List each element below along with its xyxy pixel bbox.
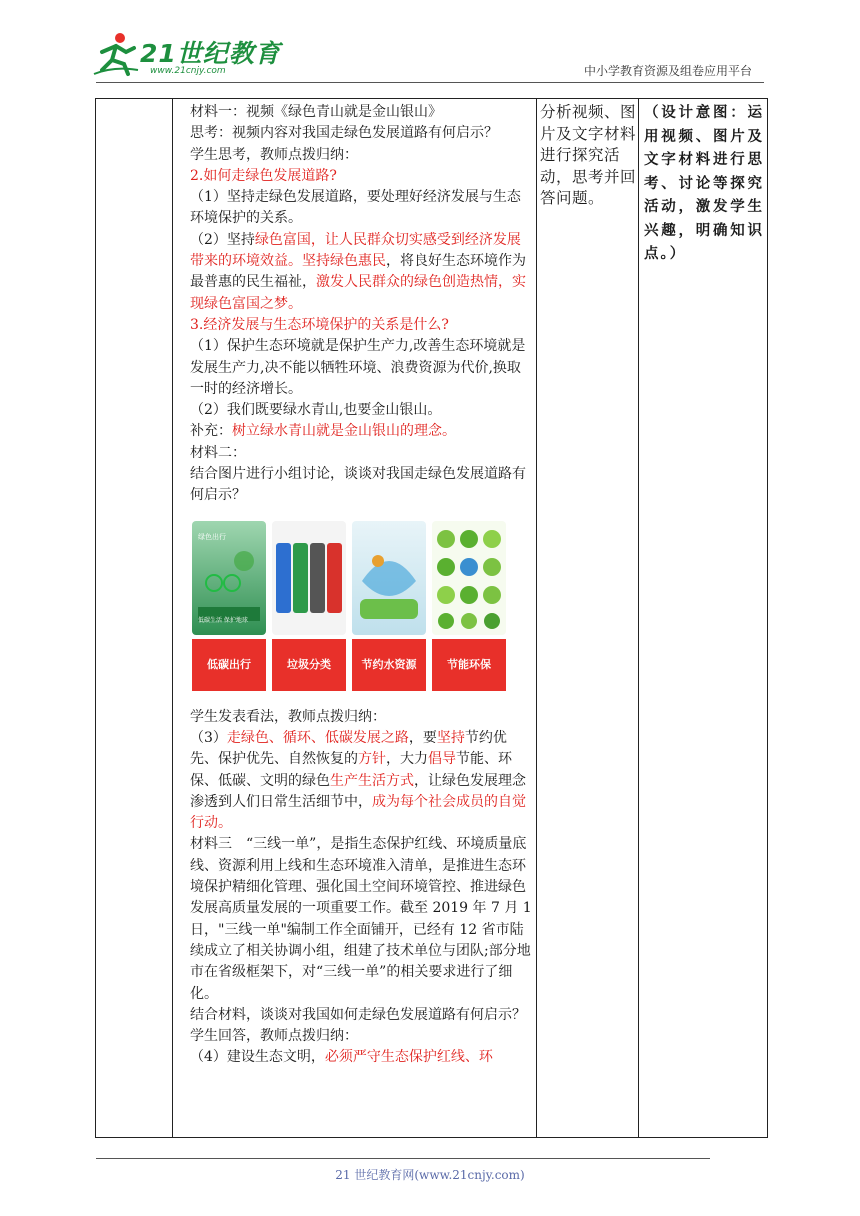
tile-label-water: 节约水资源 (352, 639, 426, 691)
guidance-line: 学生思考，教师点拨归纳： (190, 146, 358, 163)
header-divider (96, 82, 764, 83)
logo-url: www.21cnjy.com (150, 66, 226, 76)
point-4: （4）建设生态文明，必须严守生态保护红线、环 (190, 1049, 493, 1066)
tile-label-low-carbon: 低碳出行 (192, 639, 266, 691)
relation-point-1: （1）保护生态环境就是保护生产力,改善生态环境就是发展生产力,决不能以牺牲环境、浪费资源为代价,换取一时的经济增长。 (190, 338, 526, 397)
teaching-content-column (190, 102, 532, 1069)
material-two: 材料二： (190, 444, 246, 461)
heading-3: 3.经济发展与生态环境保护的关系是什么? (190, 316, 449, 333)
point-1: （1）坚持走绿色发展道路，要处理好经济发展与生态环境保护的关系。 (190, 189, 521, 227)
question-three: 结合材料，谈谈对我国如何走绿色发展道路有何启示？ (190, 1006, 526, 1023)
runner-logo-icon (92, 30, 142, 78)
water-saving-image (352, 521, 426, 635)
supplement: 补充：树立绿水青山就是金山银山的理念。 (190, 423, 456, 440)
material-one: 材料一：视频《绿色青山就是金山银山》 (190, 104, 442, 120)
column-divider-1 (172, 99, 173, 1137)
point-2: （2）坚持绿色富国，让人民群众切实感受到经济发展带来的环境效益。坚持绿色惠民，将良好生态环境作为最普惠的民生福祉，激发人民群众的绿色创造热情，实现绿色富国之梦。 (190, 231, 526, 312)
tile-label-energy: 节能环保 (432, 639, 506, 691)
relation-point-2: （2）我们既要绿水青山,也要金山银山。 (190, 402, 442, 419)
student-views: 学生发表看法，教师点拨归纳： (190, 708, 386, 725)
question-one: 思考：视频内容对我国走绿色发展道路有何启示？ (190, 125, 498, 142)
point-3: （3）走绿色、循环、低碳发展之路，要坚持节约优先、保护优先、自然恢复的方针，大力倡导节能、环保、低碳、文明的绿色生产生活方式，让绿色发展理念渗透到人们日常生活细节中，成为每个社会成员的自觉行动。 (190, 729, 526, 832)
footer-site: 21 世纪教育网(www.21cnjy.com) (335, 1168, 525, 1182)
logo (92, 30, 281, 80)
student-activity-column: 分析视频、图片及文字材料进行探究活动，思考并回答问题。 (540, 103, 637, 207)
lesson-table (95, 98, 768, 1138)
column-divider-2 (536, 99, 537, 1137)
discussion-prompt: 结合图片进行小组讨论，谈谈对我国走绿色发展道路有何启示？ (190, 466, 526, 504)
material-three: 材料三 “三线一单”，是指生态保护红线、环境质量底线、资源利用上线和生态环境准入清单，是推进生态环境保护精细化管理、强化国土空间环境管控、推进绿色发展高质量发展的一项重要工作。截至 2019 年 7 月 1 日，"三线一单"编制工作全面铺开，已经有 12 省市陆续成立了相关协调小组，组建了技术单位与团队;部分地市在省级框架下，对“三线一单”的相关要求进行了细化。 (190, 836, 532, 1002)
energy-saving-image (432, 521, 506, 635)
page-header (0, 0, 860, 90)
column-divider-3 (638, 99, 639, 1137)
low-carbon-travel-image: 绿色出行 低碳生活 保护地球 (192, 521, 266, 635)
design-intent-column: （设计意图：运用视频、图片及文字材料进行思考、讨论等探究活动，激发学生兴趣，明确知识点。） (644, 105, 764, 262)
garbage-sorting-image (272, 521, 346, 635)
student-answer: 学生回答，教师点拨归纳： (190, 1028, 358, 1045)
footer-divider (96, 1158, 710, 1159)
tile-label-garbage: 垃圾分类 (272, 639, 346, 691)
green-development-images (190, 515, 508, 697)
heading-2: 2.如何走绿色发展道路? (190, 167, 337, 184)
logo-text: 21世纪教育 (140, 39, 281, 68)
platform-title: 中小学教育资源及组卷应用平台 (583, 64, 752, 78)
